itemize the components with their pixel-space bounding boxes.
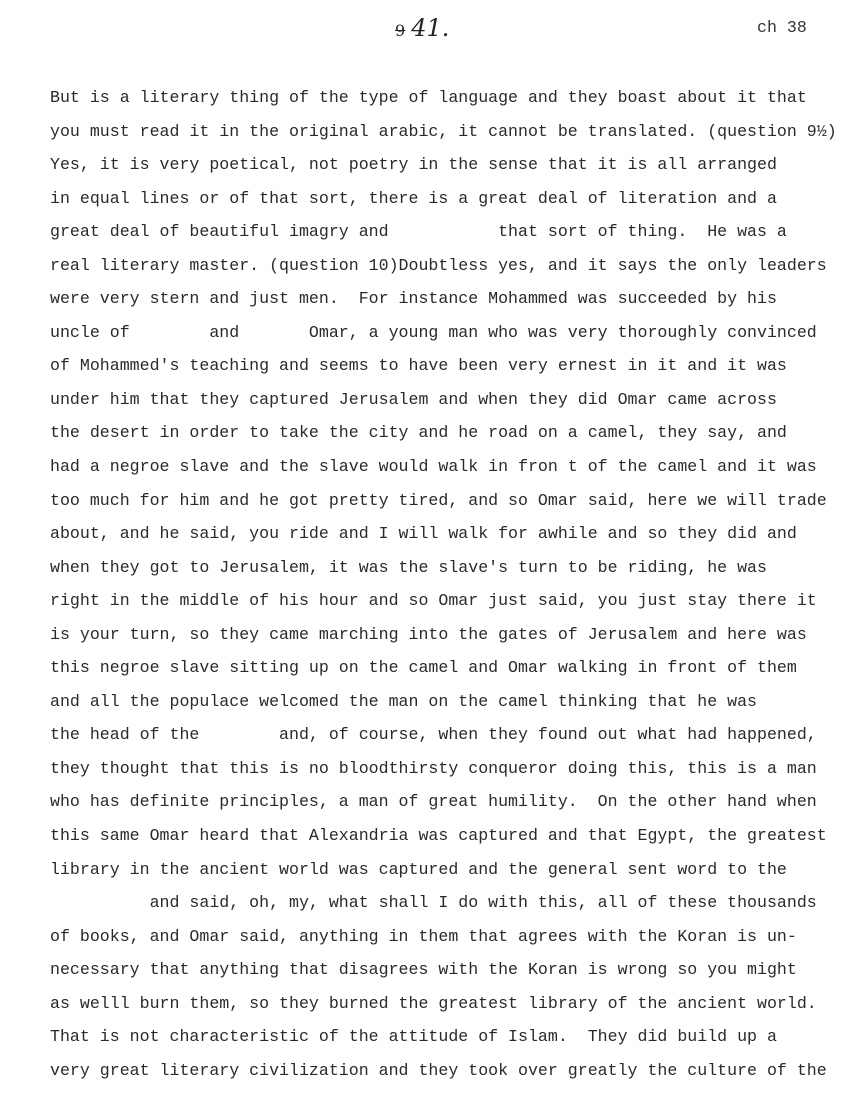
text-line: is your turn, so they came marching into the gates of Jerusalem and here was xyxy=(50,624,807,644)
text-line: right in the middle of his hour and so Omar just said, you just stay there it xyxy=(50,591,817,611)
text-line: and all the populace welcomed the man on the camel thinking that he was xyxy=(50,691,758,711)
text-line: in equal lines or of that sort, there is a great deal of literation and a xyxy=(50,188,777,208)
text-line: were very stern and just men. For instance Mohammed was succeeded by his xyxy=(50,289,777,309)
handwritten-page-number xyxy=(395,14,449,42)
text-line: necessary that anything that disagrees with the Koran is wrong so you might xyxy=(50,960,797,980)
text-line: had a negroe slave and the slave would walk in fron t of the camel and it was xyxy=(50,457,817,477)
text-line: you must read it in the original arabic, it cannot be translated. (question 9½) xyxy=(50,121,837,141)
page-number: 41. xyxy=(411,14,450,42)
text-line: great deal of beautiful imagry and that sort of thing. He was a xyxy=(50,222,787,242)
text-line: who has definite principles, a man of great humility. On the other hand when xyxy=(50,792,817,812)
text-line: as welll burn them, so they burned the greatest library of the ancient world. xyxy=(50,993,817,1013)
text-line: the head of the and, of course, when they found out what had happened, xyxy=(50,725,817,745)
text-line: uncle of and Omar, a young man who was very thoroughly convinced xyxy=(50,322,817,342)
text-line: the desert in order to take the city and he road on a camel, they say, and xyxy=(50,423,787,443)
text-line: under him that they captured Jerusalem and when they did Omar came across xyxy=(50,389,777,409)
text-line: Yes, it is very poetical, not poetry in the sense that it is all arranged xyxy=(50,155,777,175)
typed-body-text xyxy=(50,87,837,1093)
text-line: they thought that this is no bloodthirsty conqueror doing this, this is a man xyxy=(50,758,817,778)
text-line: But is a literary thing of the type of language and they boast about it that xyxy=(50,88,807,107)
text-line: and said, oh, my, what shall I do with this, all of these thousands xyxy=(50,893,817,913)
text-line: too much for him and he got pretty tired, and so Omar said, here we will trade xyxy=(50,490,827,510)
text-line: about, and he said, you ride and I will walk for awhile and so they did and xyxy=(50,524,797,544)
text-line: this negroe slave sitting up on the camel and Omar walking in front of them xyxy=(50,658,797,678)
struck-page-number: 9 xyxy=(395,21,406,40)
text-line: this same Omar heard that Alexandria was captured and that Egypt, the greatest xyxy=(50,826,827,846)
text-line: of Mohammed's teaching and seems to have been very ernest in it and it was xyxy=(50,356,787,376)
text-line: library in the ancient world was captured and the general sent word to the xyxy=(50,859,787,879)
text-line: very great literary civilization and they took over greatly the culture of the xyxy=(50,1060,827,1080)
chapter-label: ch 38 xyxy=(757,18,807,37)
text-line: real literary master. (question 10)Doubtless yes, and it says the only leaders xyxy=(50,255,827,275)
text-line: of books, and Omar said, anything in them that agrees with the Koran is un- xyxy=(50,926,797,946)
text-line: That is not characteristic of the attitude of Islam. They did build up a xyxy=(50,1027,777,1047)
text-line: when they got to Jerusalem, it was the slave's turn to be riding, he was xyxy=(50,557,767,577)
